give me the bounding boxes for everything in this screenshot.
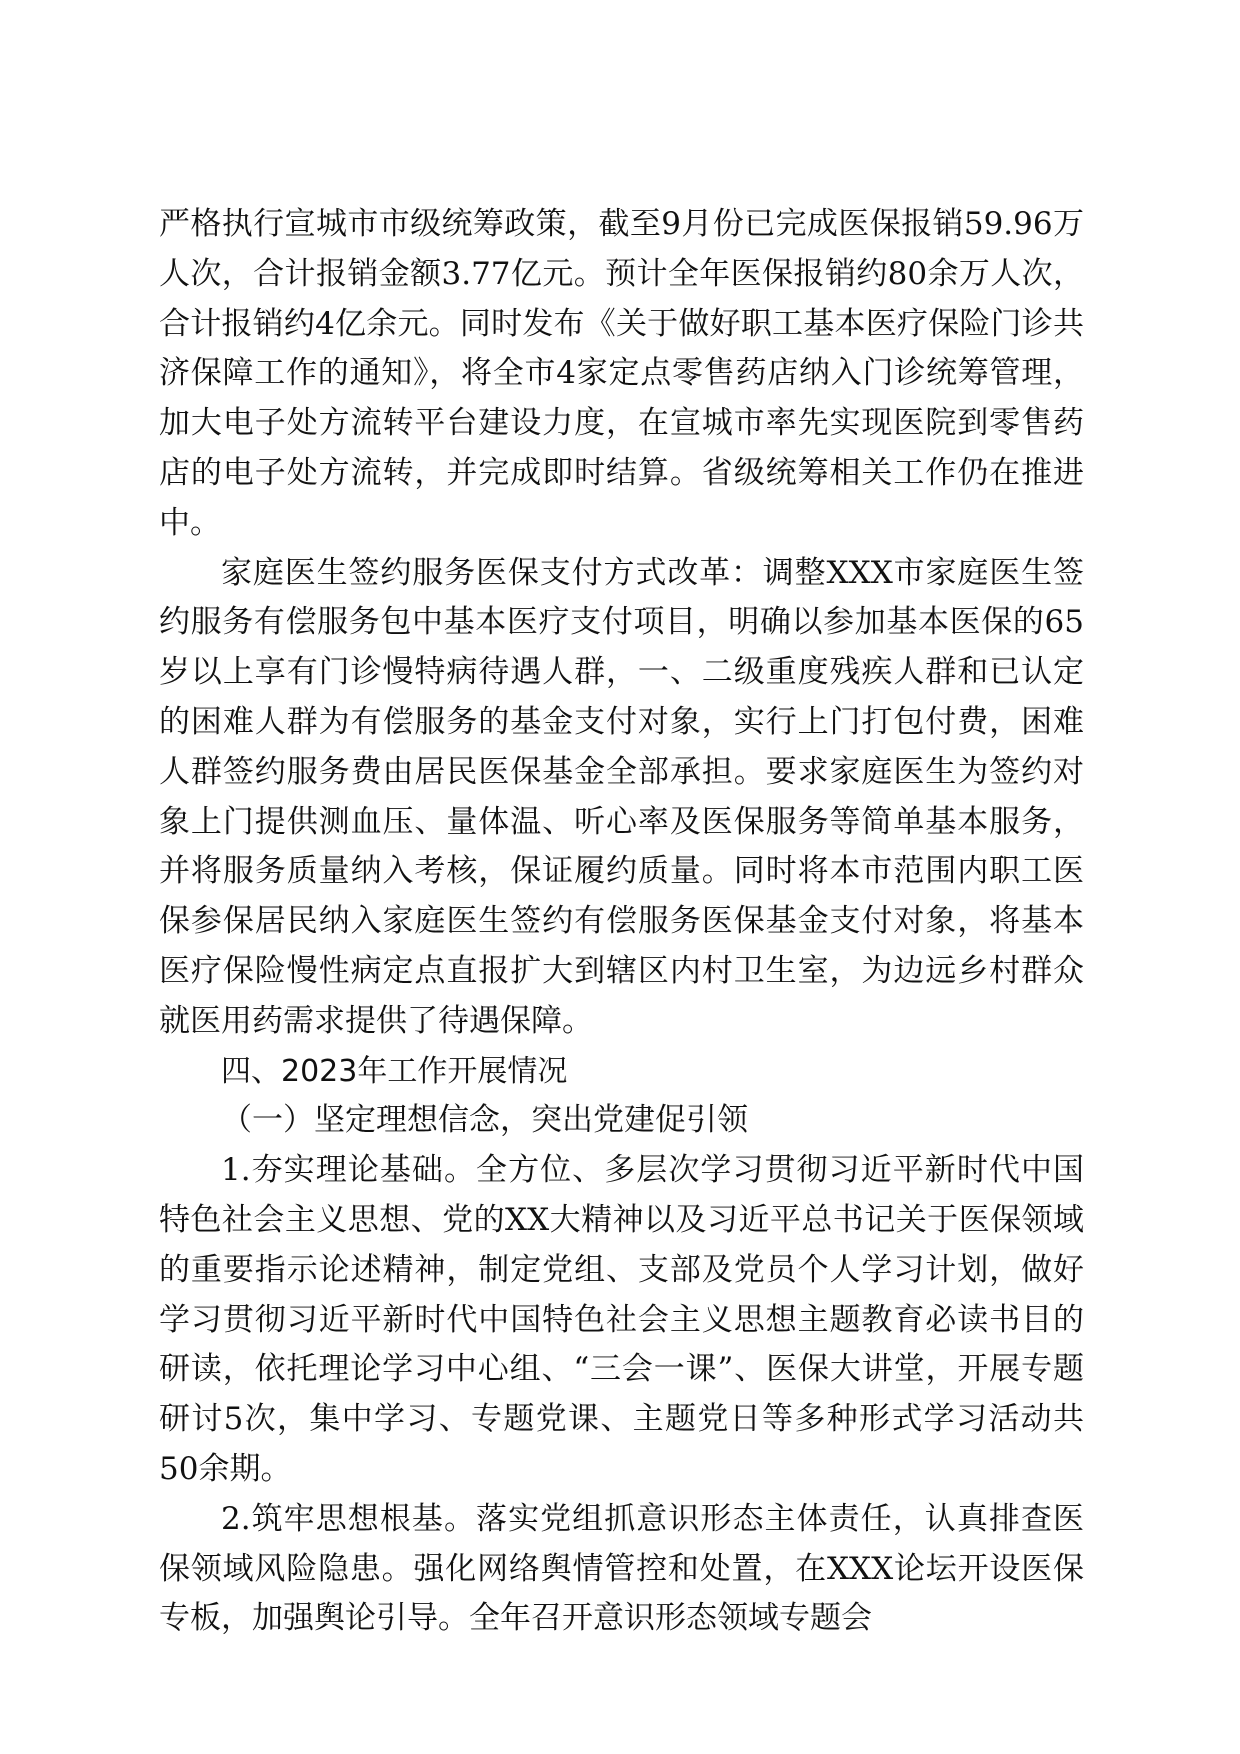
paragraph-medical-insurance-reimbursement: 严格执行宣城市市级统筹政策，截至9月份已完成医保报销59.96万人次，合计报销金额3.77亿元。预计全年医保报销约80余万人次，合计报销约4亿余元。同时发布《关于做好职工基本医疗保险门诊共济保障工作的通知》，将全市4家定点零售药店纳入门诊统筹管理，加大电子处方流转平台建设力度，在宣城市率先实现医院到零售药店的电子处方流转，并完成即时结算。省级统筹相关工作仍在推进中。: [159, 206, 1084, 541]
section-heading-2023-work: 四、2023年工作开展情况: [221, 1053, 568, 1089]
document-page: [159, 200, 1084, 1644]
paragraph-family-doctor-reform: 家庭医生签约服务医保支付方式改革：调整XXX市家庭医生签约服务有偿服务包中基本医疗支付项目，明确以参加基本医保的65岁以上享有门诊慢特病待遇人群，一、二级重度残疾人群和已认定的困难人群为有偿服务的基金支付对象，实行上门打包付费，困难人群签约服务费由居民医保基金全部承担。要求家庭医生为签约对象上门提供测血压、量体温、听心率及医保服务等简单基本服务，并将服务质量纳入考核，保证履约质量。同时将本市范围内职工医保参保居民纳入家庭医生签约有偿服务医保基金支付对象，将基本医疗保险慢性病定点直报扩大到辖区内村卫生室，为边远乡村群众就医用药需求提供了待遇保障。: [159, 554, 1084, 1039]
paragraph-theory-foundation: 1.夯实理论基础。全方位、多层次学习贯彻习近平新时代中国特色社会主义思想、党的XX大精神以及习近平总书记关于医保领域的重要指示论述精神，制定党组、支部及党员个人学习计划，做好学习贯彻习近平新时代中国特色社会主义思想主题教育必读书目的研读，依托理论学习中心组、“三会一课”、医保大讲堂，开展专题研讨5次，集中学习、专题党课、主题党日等多种形式学习活动共50余期。: [159, 1152, 1084, 1487]
subsection-heading-party-building: （一）坚定理想信念，突出党建促引领: [221, 1102, 748, 1139]
paragraph-ideology-foundation: 2.筑牢思想根基。落实党组抓意识形态主体责任，认真排查医保领域风险隐患。强化网络舆情管控和处置，在XXX论坛开设医保专板，加强舆论引导。全年召开意识形态领域专题会: [159, 1500, 1084, 1637]
